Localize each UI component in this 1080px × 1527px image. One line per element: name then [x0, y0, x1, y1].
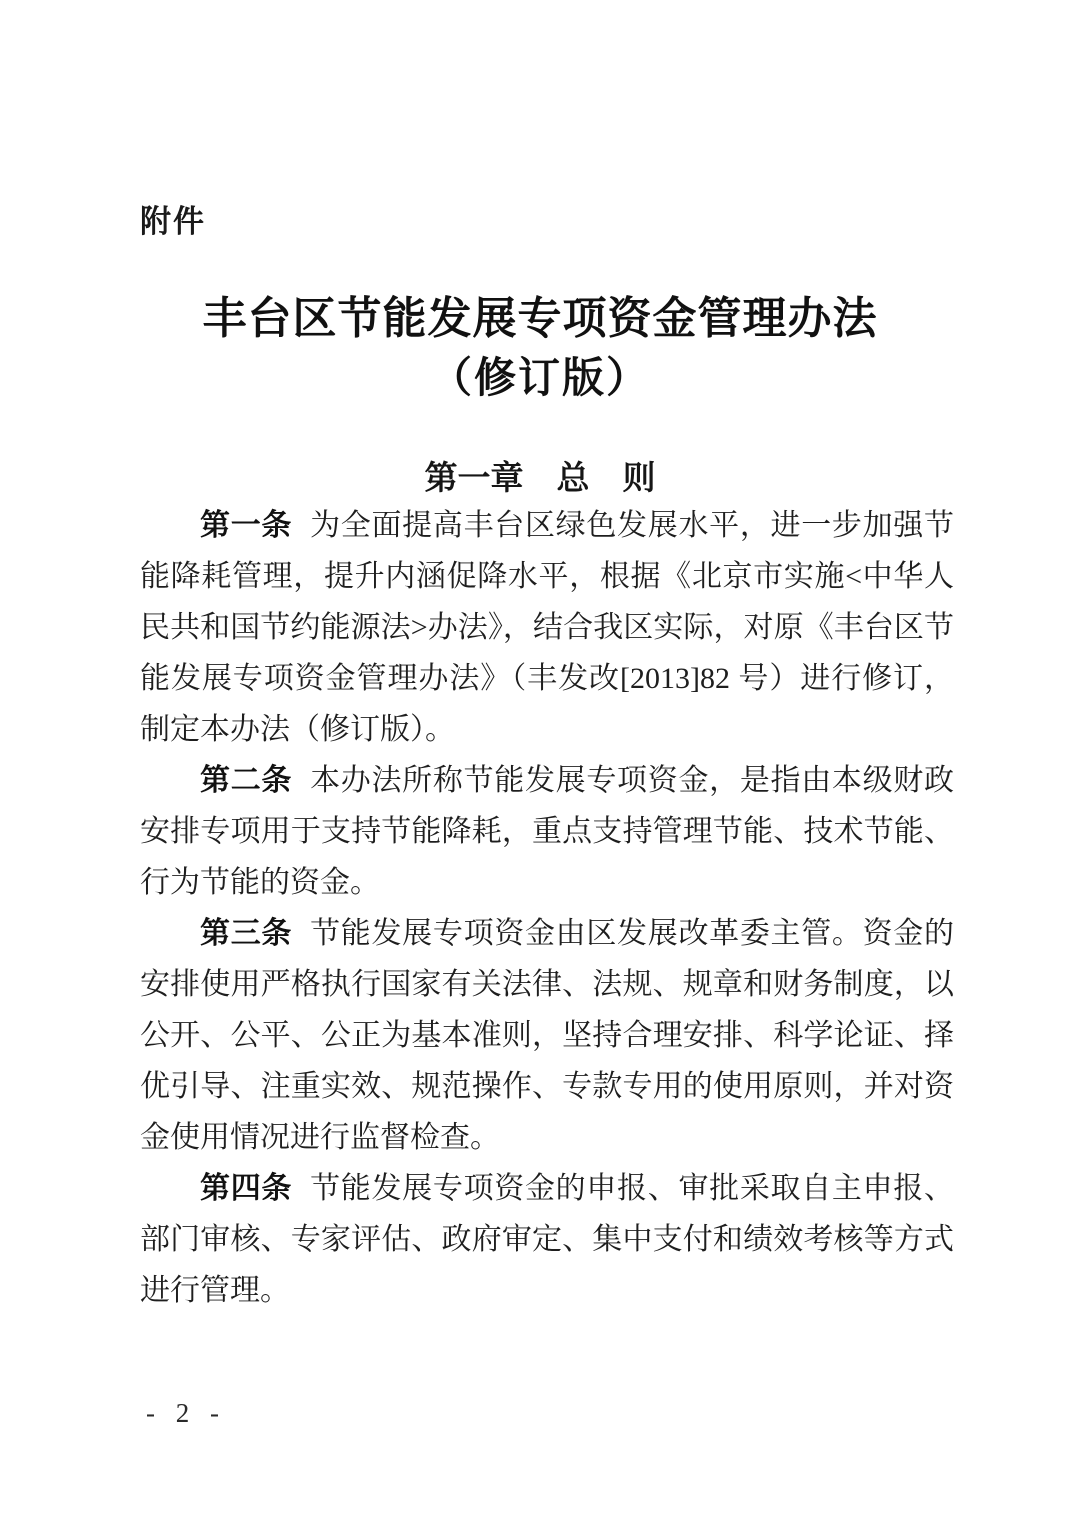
document-title	[0, 290, 1080, 410]
document-title-line1: 丰台区节能发展专项资金管理办法	[202, 294, 878, 343]
article-1-number: 第一条	[200, 509, 293, 542]
article-4-paragraph	[140, 1163, 954, 1316]
attachment-label: 附件	[140, 204, 206, 239]
article-2-paragraph	[140, 755, 954, 908]
document-title-line2: （修订版）	[429, 356, 650, 402]
article-1-paragraph	[140, 500, 954, 755]
page-number: - 2 -	[146, 1398, 226, 1428]
article-3-paragraph	[140, 908, 954, 1163]
article-2-number: 第二条	[200, 764, 293, 797]
article-3-text: 节能发展专项资金由区发展改革委主管。资金的安排使用严格执行国家有关法律、法规、规章和财务制度，以公开、公平、公正为基本准则，坚持合理安排、科学论证、择优引导、注重实效、规范操作、专款专用的使用原则，并对资金使用情况进行监督检查。	[140, 917, 955, 1154]
article-1-text: 为全面提高丰台区绿色发展水平，进一步加强节能降耗管理，提升内涵促降水平，根据《北京市实施<中华人民共和国节约能源法>办法》，结合我区实际，对原《丰台区节能发展专项资金管理办法》（丰发改[2013]82 号）进行修订，制定本办法（修订版）。	[140, 509, 955, 746]
document-body	[140, 500, 954, 1316]
article-4-text: 节能发展专项资金的申报、审批采取自主申报、部门审核、专家评估、政府审定、集中支付和绩效考核等方式进行管理。	[140, 1172, 955, 1307]
article-3-number: 第三条	[200, 917, 293, 950]
article-4-number: 第四条	[200, 1172, 293, 1205]
chapter-heading: 第一章 总 则	[424, 461, 656, 497]
article-2-text: 本办法所称节能发展专项资金，是指由本级财政安排专项用于支持节能降耗，重点支持管理节能、技术节能、行为节能的资金。	[140, 764, 955, 899]
